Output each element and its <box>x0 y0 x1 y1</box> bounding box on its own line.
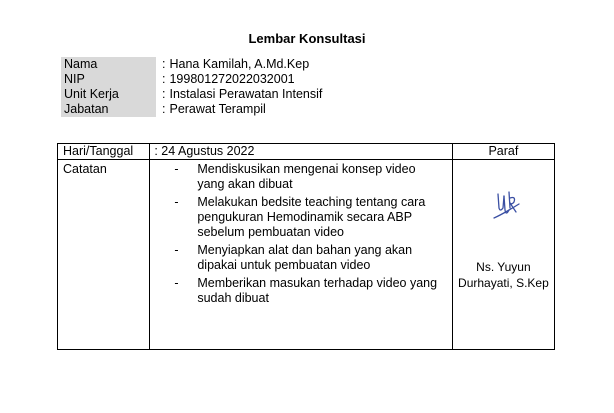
page-title: Lembar Konsultasi <box>248 31 366 46</box>
info-row-jabatan: Jabatan : Perawat Terampil <box>61 102 322 117</box>
info-row-nama: Nama : Hana Kamilah, A.Md.Kep <box>61 57 322 72</box>
info-label: Unit Kerja <box>61 87 156 102</box>
bullet-dash: - <box>174 276 179 290</box>
list-item: - Melakukan bedsite teaching tentang cara pengukuran Hemodinamik secara ABP sebelum pembuatan video <box>174 195 426 239</box>
bullet-dash: - <box>174 162 179 176</box>
signer-name: Ns. Yuyun Durhayati, S.Kep <box>458 260 549 290</box>
signature-image <box>489 186 523 226</box>
info-label: Jabatan <box>61 102 156 117</box>
bullet-dash: - <box>174 243 179 257</box>
info-label: Nama <box>61 57 156 72</box>
notes-cell <box>150 160 452 350</box>
date-value: : 24 Agustus 2022 <box>150 144 452 160</box>
info-row-unit-kerja: Unit Kerja : Instalasi Perawatan Intensif <box>61 87 322 102</box>
day-date-label: Hari/Tanggal <box>58 144 150 160</box>
list-item: - Mendiskusikan mengenai konsep video yang akan dibuat <box>174 162 416 191</box>
consultation-table <box>57 143 555 350</box>
notes-list <box>150 162 451 306</box>
list-item: - Menyiapkan alat dan bahan yang akan dipakai untuk pembuatan video <box>174 243 413 272</box>
info-value: Hana Kamilah, A.Md.Kep <box>169 57 310 71</box>
identity-block <box>61 57 322 117</box>
bullet-dash: - <box>174 195 179 209</box>
info-value: Perawat Terampil <box>169 102 266 116</box>
info-value: Instalasi Perawatan Intensif <box>169 87 323 101</box>
table-header-row <box>58 144 555 160</box>
paraf-cell <box>452 160 554 350</box>
notes-label: Catatan <box>58 160 150 350</box>
info-value: 199801272022032001 <box>169 72 295 86</box>
info-label: NIP <box>61 72 156 87</box>
info-row-nip: NIP : 199801272022032001 <box>61 72 322 87</box>
paraf-label: Paraf <box>452 144 554 160</box>
list-item: - Memberikan masukan terhadap video yang sudah dibuat <box>174 276 438 305</box>
table-body-row <box>58 160 555 350</box>
